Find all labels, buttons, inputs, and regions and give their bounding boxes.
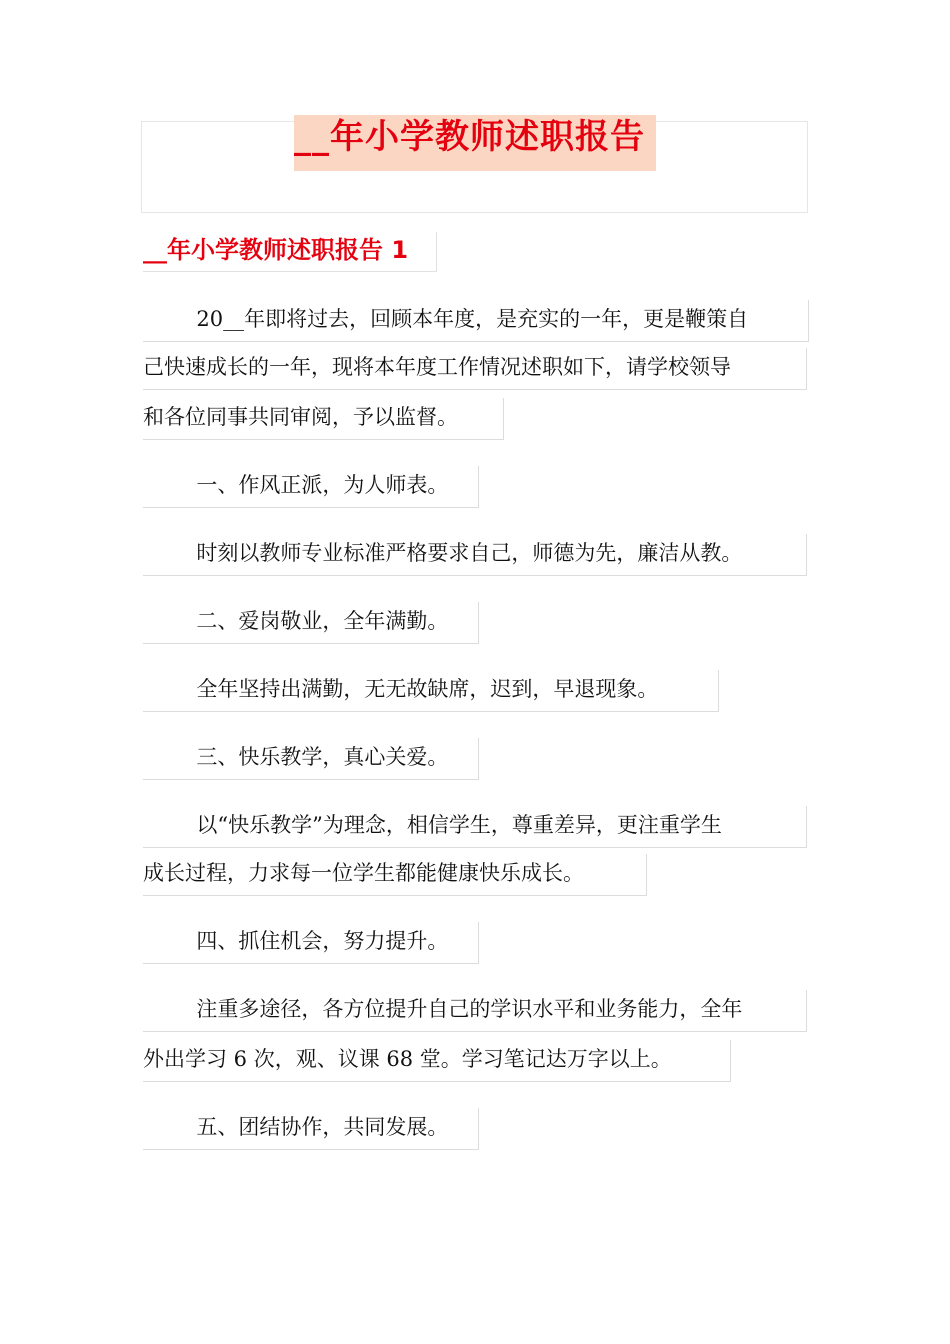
section-point-heading: 五、团结协作，共同发展。	[143, 1108, 479, 1150]
section-point-heading: 二、爱岗敬业，全年满勤。	[143, 602, 479, 644]
document-title: __年小学教师述职报告	[294, 115, 656, 171]
paragraph-line: 以“快乐教学”为理念，相信学生，尊重差异，更注重学生	[143, 806, 807, 848]
section-heading: __年小学教师述职报告 1	[143, 232, 437, 272]
paragraph-line: 己快速成长的一年，现将本年度工作情况述职如下，请学校领导	[143, 348, 807, 390]
section-point-heading: 三、快乐教学，真心关爱。	[143, 738, 479, 780]
paragraph-line: 20__年即将过去，回顾本年度，是充实的一年，更是鞭策自	[143, 300, 809, 342]
paragraph-line: 全年坚持出满勤，无无故缺席，迟到，早退现象。	[143, 670, 719, 712]
paragraph-line: 成长过程，力求每一位学生都能健康快乐成长。	[143, 854, 647, 896]
paragraph-line: 外出学习 6 次，观、议课 68 堂。学习笔记达万字以上。	[143, 1040, 731, 1082]
section-point-heading: 四、抓住机会，努力提升。	[143, 922, 479, 964]
paragraph-line: 注重多途径，各方位提升自己的学识水平和业务能力，全年	[143, 990, 807, 1032]
section-point-heading: 一、作风正派，为人师表。	[143, 466, 479, 508]
paragraph-line: 时刻以教师专业标准严格要求自己，师德为先，廉洁从教。	[143, 534, 807, 576]
paragraph-line: 和各位同事共同审阅，予以监督。	[143, 398, 504, 440]
